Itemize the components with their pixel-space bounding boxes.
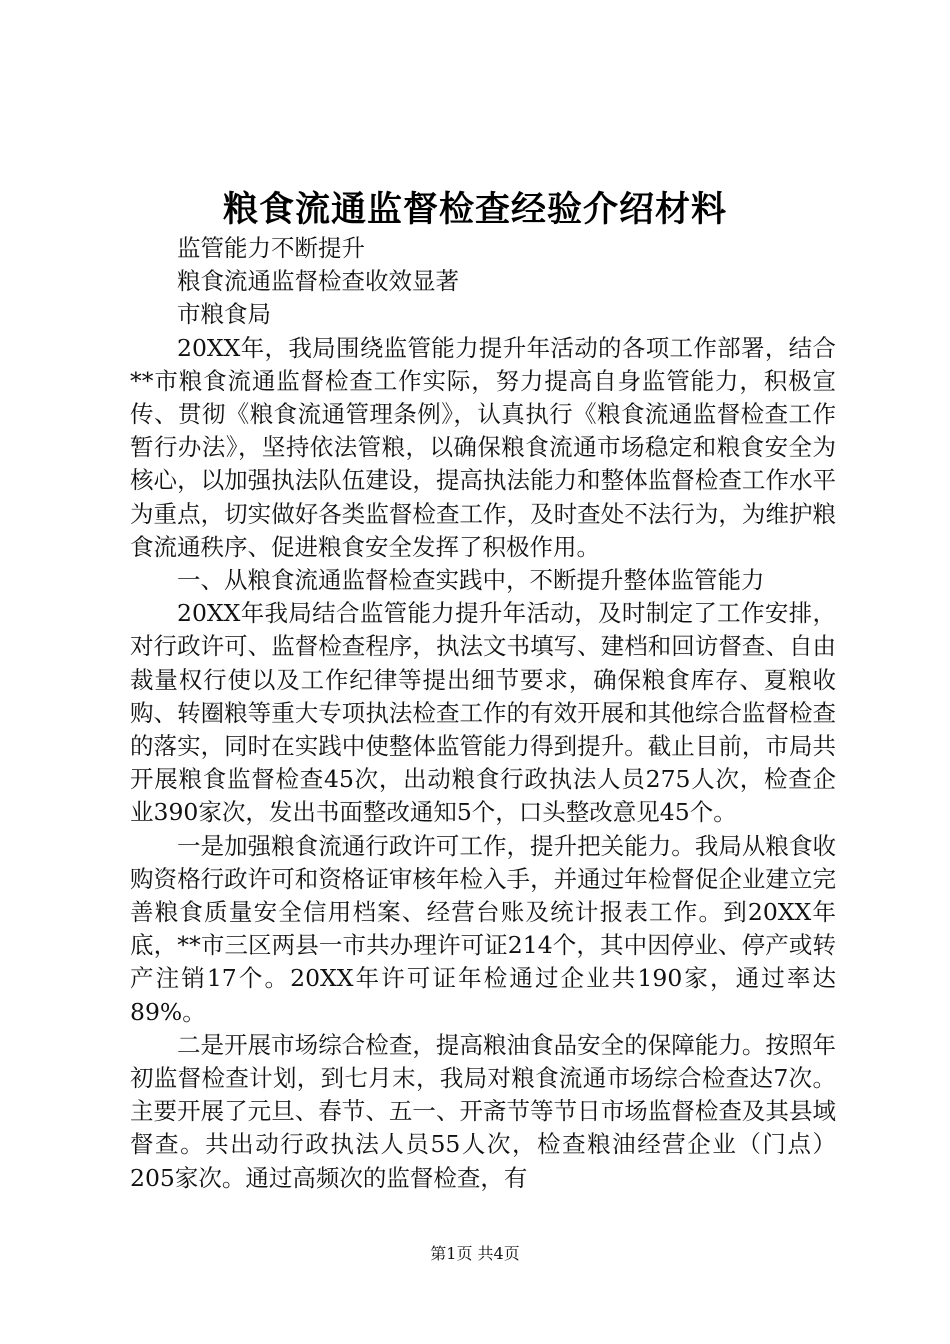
subtitle-line-2: 粮食流通监督检查收效显著: [177, 267, 459, 296]
body-paragraph-3: 二是开展市场综合检查，提高粮油食品安全的保障能力。按照年初监督检查计划，到七月末，我局对粮食流通市场综合检查达7次。主要开展了元旦、春节、五一、开斋节等节日市场监督检查及其县域督查。共出动行政执法人员55人次，检查粮油经营企业（门点）205家次。通过高频次的监督检查，有: [130, 1030, 836, 1192]
body-paragraph-2: 一是加强粮食流通行政许可工作，提升把关能力。我局从粮食收购资格行政许可和资格证审核年检入手，并通过年检督促企业建立完善粮食质量安全信用档案、经营台账及统计报表工作。到20XX年底，**市三区两县一市共办理许可证214个，其中因停业、停产或转产注销17个。20XX年许可证年检通过企业共190家，通过率达89%。: [130, 831, 836, 1026]
document-body: [130, 232, 836, 1195]
intro-paragraph: 20XX年，我局围绕监管能力提升年活动的各项工作部署，结合**市粮食流通监督检查工作实际，努力提高自身监管能力，积极宣传、贯彻《粮食流通管理条例》，认真执行《粮食流通监督检查工作暂行办法》，坚持依法管粮，以确保粮食流通市场稳定和粮食安全为核心，以加强执法队伍建设，提高执法能力和整体监督检查工作水平为重点，切实做好各类监督检查工作，及时查处不法行为，为维护粮食流通秩序、促进粮食安全发挥了积极作用。: [130, 333, 836, 561]
subtitle-line-1: 监管能力不断提升: [177, 234, 365, 262]
document-title: 粮食流通监督检查经验介绍材料: [222, 189, 727, 230]
body-paragraph-1: 20XX年我局结合监管能力提升年活动，及时制定了工作安排，对行政许可、监督检查程序，执法文书填写、建档和回访督查、自由裁量权行使以及工作纪律等提出细节要求，确保粮食库存、夏粮收购、转圈粮等重大专项执法检查工作的有效开展和其他综合监督检查的落实，同时在实践中使整体监管能力得到提升。截止目前，市局共开展粮食监督检查45次，出动粮食行政执法人员275人次，检查企业390家次，发出书面整改通知5个，口头整改意见45个。: [130, 599, 836, 827]
author-line: 市粮食局: [177, 300, 271, 329]
page-footer: 第1页 共4页: [430, 1244, 520, 1263]
section-heading-1: 一、从粮食流通监督检查实践中，不断提升整体监管能力: [177, 566, 765, 595]
